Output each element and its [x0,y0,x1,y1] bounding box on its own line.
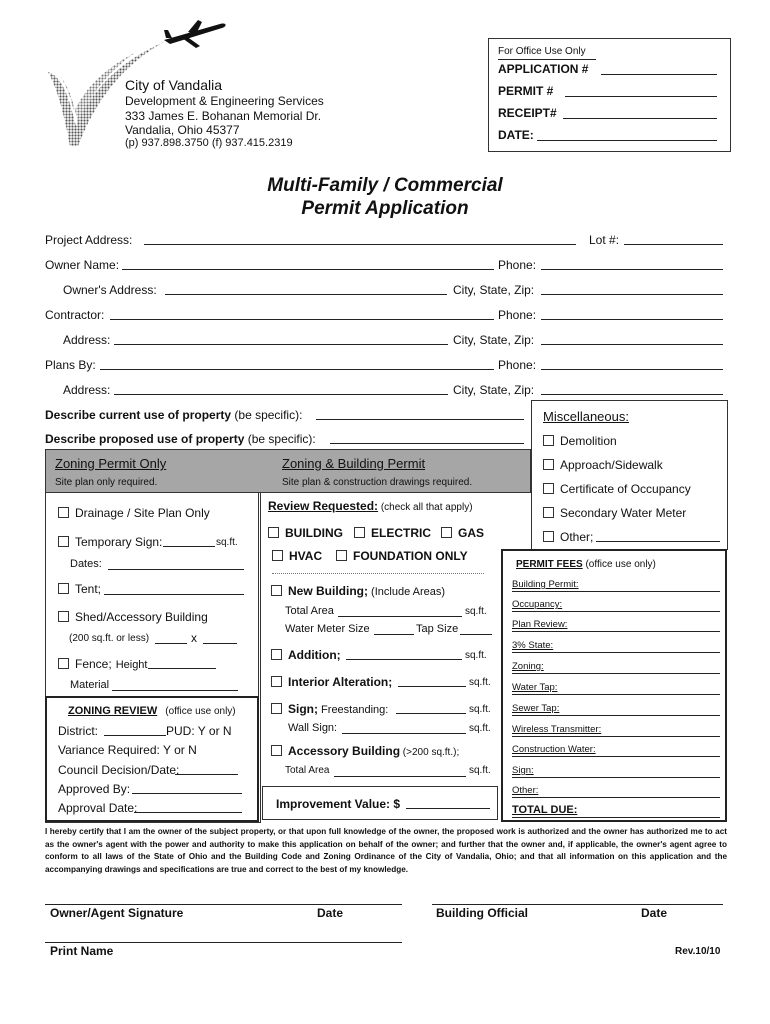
plans-csz-field[interactable] [541,394,723,395]
airplane-icon [164,20,226,48]
misc-occupancy[interactable]: Certificate of Occupancy [543,482,691,496]
plans-address-label: Address: [63,383,111,397]
checkbox-icon[interactable] [336,550,347,561]
permit-field[interactable] [565,96,717,97]
form-subtitle: Permit Application [301,198,469,219]
checkbox-icon[interactable] [271,676,282,687]
total-area-unit: sq.ft. [465,606,487,617]
checkbox-icon[interactable] [271,703,282,714]
current-use-label: Describe current use of property (be specific): [45,408,303,422]
contractor-csz-label: City, State, Zip: [453,333,535,347]
proposed-use-label: Describe proposed use of property (be specific): [45,432,316,446]
pud-label[interactable]: PUD: Y or N [166,724,232,738]
fee-zoning[interactable]: Zoning: [512,659,720,674]
checkbox-icon[interactable] [271,649,282,660]
owners-address-label: Owner's Address: [63,283,157,297]
fence-height-field[interactable] [148,668,216,669]
fee-wireless[interactable]: Wireless Transmitter: [512,722,720,737]
plans-by-field[interactable] [100,369,494,370]
approved-by-label: Approved By: [58,782,131,796]
checkbox-icon[interactable] [543,483,554,494]
office-use-caption: For Office Use Only [498,46,586,57]
material-field[interactable] [112,690,238,691]
fee-total[interactable]: TOTAL DUE: [512,803,720,818]
review-requested-title: Review Requested: (check all that apply) [268,499,473,513]
city-phone: (p) 937.898.3750 (f) 937.415.2319 [125,137,293,149]
city-name: City of Vandalia [125,77,223,93]
sign-option[interactable]: Sign; Freestanding: [271,702,388,716]
checkbox-icon[interactable] [58,536,69,547]
district-label: District: [58,724,98,738]
new-building-option[interactable]: New Building; (Include Areas) [271,584,445,598]
lot-label: Lot #: [589,233,620,247]
plans-csz-label: City, State, Zip: [453,383,535,397]
freestanding-unit: sq.ft. [469,704,491,715]
temp-sign-unit: sq.ft. [216,537,238,548]
city-state: Vandalia, Ohio 45377 [125,123,240,137]
proposed-use-field[interactable] [330,443,524,444]
application-field[interactable] [601,74,717,75]
council-field[interactable] [175,774,238,775]
owner-phone-field[interactable] [541,269,723,270]
project-address-label: Project Address: [45,233,133,247]
zoning-permit-only-sub: Site plan only required. [55,477,158,488]
council-label: Council Decision/Date: [58,763,180,777]
checkbox-icon[interactable] [58,658,69,669]
misc-water-meter[interactable]: Secondary Water Meter [543,506,686,520]
interior-unit: sq.ft. [469,677,491,688]
water-meter-label: Water Meter Size [285,623,370,635]
owner-csz-field[interactable] [541,294,723,295]
total-area2-label: Total Area [285,765,330,776]
dates-field[interactable] [108,569,244,570]
fence-option[interactable]: Fence; Height [58,657,147,671]
contractor-field[interactable] [110,319,494,320]
shed-option[interactable]: Shed/Accessory Building [58,610,208,624]
plans-by-label: Plans By: [45,358,96,372]
checkbox-icon[interactable] [268,527,279,538]
form-title: Multi-Family / Commercial [267,175,503,196]
zoning-building-permit-sub: Site plan & construction drawings required. [282,477,473,488]
current-use-field[interactable] [316,419,524,420]
checkbox-icon[interactable] [58,507,69,518]
fee-sign[interactable]: Sign: [512,763,720,778]
fee-plan-review[interactable]: Plan Review: [512,617,720,632]
contractor-csz-field[interactable] [541,344,723,345]
water-meter-field[interactable] [374,634,414,635]
dept-name: Development & Engineering Services [125,94,324,108]
checkbox-icon[interactable] [272,550,283,561]
misc-other[interactable]: Other; [543,530,593,544]
contractor-label: Contractor: [45,308,105,322]
approval-date-field[interactable] [134,812,242,813]
zoning-building-permit[interactable]: Zoning & Building Permit [282,456,426,471]
revision-label: Rev.10/10 [675,946,721,957]
contractor-address-label: Address: [63,333,111,347]
freestanding-field[interactable] [396,713,466,714]
official-label: Building Official [436,906,528,920]
tap-size-label: Tap Size [416,623,459,635]
fee-other[interactable]: Other: [512,783,720,798]
zoning-review-title: ZONING REVIEW (office use only) [68,705,236,717]
misc-approach[interactable]: Approach/Sidewalk [543,458,663,472]
misc-demolition[interactable]: Demolition [543,434,617,448]
checkbox-icon[interactable] [271,745,282,756]
print-name-label: Print Name [50,944,114,958]
fee-water-tap[interactable]: Water Tap: [512,680,720,695]
receipt-label: RECEIPT# [498,106,557,120]
shed-length-field[interactable] [203,643,237,644]
checkbox-icon[interactable] [543,435,554,446]
total-area-field[interactable] [338,616,462,617]
zoning-permit-only[interactable]: Zoning Permit Only [55,456,167,471]
addition-field[interactable] [346,659,462,660]
checkbox-icon[interactable] [441,527,452,538]
interior-field[interactable] [398,686,466,687]
improvement-label: Improvement Value: $ [276,797,401,811]
permit-label: PERMIT # [498,84,554,98]
temp-sign-field[interactable] [163,546,215,547]
district-field[interactable] [104,735,166,736]
wall-sign-field[interactable] [342,733,466,734]
review-electric[interactable]: ELECTRIC [354,526,431,540]
tent-field[interactable] [104,594,244,595]
checkbox-icon[interactable] [58,583,69,594]
variance-label[interactable]: Variance Required: Y or N [58,743,197,757]
approval-date-label: Approval Date: [58,801,138,815]
lot-field[interactable] [624,244,723,245]
review-building[interactable]: BUILDING [268,526,343,540]
misc-title: Miscellaneous: [543,409,629,424]
wall-sign-label: Wall Sign: [288,722,338,734]
checkbox-icon[interactable] [354,527,365,538]
receipt-field[interactable] [563,118,717,119]
city-address: 333 James E. Bohanan Memorial Dr. [125,109,322,123]
interior-option[interactable]: Interior Alteration; [271,675,392,689]
official-date-label: Date [641,906,668,920]
addition-unit: sq.ft. [465,650,487,661]
total-area2-unit: sq.ft. [469,765,491,776]
fee-sewer-tap[interactable]: Sewer Tap: [512,701,720,716]
owner-date-label: Date [317,906,344,920]
contractor-phone-label: Phone: [498,308,537,322]
tap-size-field[interactable] [460,634,492,635]
owner-signature-field[interactable] [45,904,402,905]
addition-option[interactable]: Addition; [271,648,341,662]
shed-width-field[interactable] [155,643,187,644]
review-gas[interactable]: GAS [441,526,484,540]
certification-text: I hereby certify that I am the owner of the subject property, or that upon full knowledge of the owner, the proposed work is authorized and the owner has authorized me to act as the owner's agent with the power and authority to make this application on behalf of the owner; and further that the owner and, if applicable, the owner's agent agree to conform to all laws of the State of Ohio and the Building Code and Zoning Ordinance of the City of Vandalia, Ohio; and that all information on this application and the accompanying drawings and specifications are true and correct to the best of my knowledge. [45,827,727,874]
temp-sign-option[interactable]: Temporary Sign: [58,535,162,549]
review-foundation[interactable]: FOUNDATION ONLY [336,549,468,563]
fee-occupancy[interactable]: Occupancy: [512,597,720,612]
fee-state[interactable]: 3% State: [512,638,720,653]
owner-csz-label: City, State, Zip: [453,283,535,297]
checkbox-icon[interactable] [271,585,282,596]
checkbox-icon[interactable] [58,611,69,622]
review-hvac[interactable]: HVAC [272,549,322,563]
contractor-phone-field[interactable] [541,319,723,320]
owners-address-field[interactable] [165,294,447,295]
owner-name-field[interactable] [122,269,494,270]
tent-option[interactable]: Tent; [58,582,101,596]
divider [272,573,484,574]
fee-construction-water[interactable]: Construction Water: [512,742,720,757]
print-name-field[interactable] [45,942,402,943]
accessory-option[interactable]: Accessory Building (>200 sq.ft.); [271,744,459,758]
plans-phone-label: Phone: [498,358,537,372]
owner-name-label: Owner Name: [45,258,120,272]
office-date-label: DATE: [498,128,534,142]
project-address-field[interactable] [144,244,576,245]
office-date-field[interactable] [537,140,717,141]
fee-building-permit[interactable]: Building Permit: [512,577,720,592]
improvement-field[interactable] [406,808,490,809]
official-signature-field[interactable] [432,904,723,905]
misc-other-field[interactable] [596,541,720,542]
wall-sign-unit: sq.ft. [469,723,491,734]
checkbox-icon[interactable] [543,531,554,542]
contractor-address-field[interactable] [114,344,448,345]
owner-signature-label: Owner/Agent Signature [50,906,184,920]
plans-address-field[interactable] [114,394,448,395]
approved-by-field[interactable] [132,793,242,794]
shed-x: x [191,631,197,645]
permit-fees-title: PERMIT FEES (office use only) [516,559,656,570]
owner-phone-label: Phone: [498,258,537,272]
material-label: Material [70,679,110,691]
shed-note: (200 sq.ft. or less) [69,633,150,644]
dates-label: Dates: [70,558,102,570]
checkbox-icon[interactable] [543,459,554,470]
total-area2-field[interactable] [334,776,466,777]
application-label: APPLICATION # [498,62,589,76]
office-use-box [488,38,731,152]
drainage-option[interactable]: Drainage / Site Plan Only [58,506,210,520]
total-area-label: Total Area [285,605,334,617]
checkbox-icon[interactable] [543,507,554,518]
plans-phone-field[interactable] [541,369,723,370]
